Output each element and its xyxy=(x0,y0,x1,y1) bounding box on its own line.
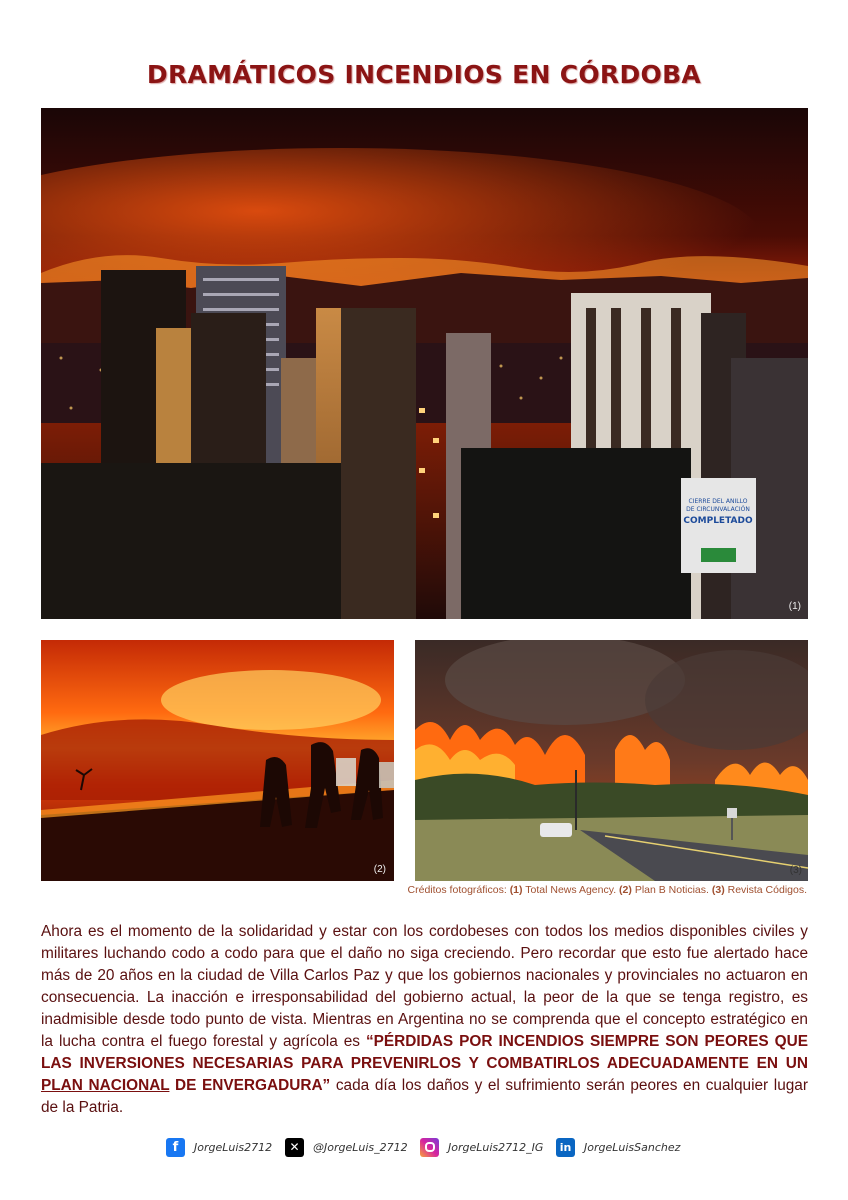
facebook-icon: f xyxy=(166,1138,185,1157)
social-footer xyxy=(0,1137,848,1157)
photo-number-2: (2) xyxy=(373,864,386,875)
social-facebook[interactable] xyxy=(166,1137,272,1157)
facebook-handle: JorgeLuis2712 xyxy=(194,1140,273,1154)
body-text-part-1: Ahora es el momento de la solidaridad y estar con los cordobeses con todos los medios disponibles civiles y militares luchando codo a codo para que el daño no siga creciendo. Pero recordar que esto fue alertado hace más de 20 años en la ciudad de Villa Carlos Paz y que los gobiernos nacionales y provinciales no actuaron en consecuencia. La inacción e irresponsabilidad del gobierno actual, la peor de la que se tenga registro, es inadmisible desde todo punto de vista. Mientras en Argentina no se comprenda que el concepto estratégico en la lucha contra el fuego forestal y agrícola es xyxy=(41,923,808,1050)
social-x[interactable] xyxy=(285,1137,408,1157)
body-bold-quote-1: “PÉRDIDAS POR INCENDIOS SIEMPRE SON PEORES QUE LAS INVERSIONES NECESARIAS PARA PREVENIRLOS Y COMBATIRLOS ADECUADAMENTE EN UN xyxy=(41,1033,808,1072)
photo-credits xyxy=(408,884,807,896)
road-fire-photo xyxy=(415,640,808,881)
body-paragraph xyxy=(41,921,808,1119)
body-bold-underlined: PLAN NACIONAL xyxy=(41,1077,170,1094)
instagram-handle: JorgeLuis2712_IG xyxy=(448,1140,544,1154)
body-text-part-2: cada día los daños y el sufrimiento serán peores en cualquier lugar de la Patria. xyxy=(41,1077,808,1116)
firefighters-photo xyxy=(41,640,394,881)
instagram-icon xyxy=(420,1138,439,1157)
credits-source-2: Plan B Noticias. xyxy=(634,884,709,896)
credits-label: Créditos fotográficos: xyxy=(407,884,507,896)
credits-source-1: Total News Agency. xyxy=(525,884,617,896)
credits-source-3: Revista Códigos. xyxy=(727,884,807,896)
x-icon: ✕ xyxy=(285,1138,304,1157)
photo-number-1: (1) xyxy=(788,601,801,612)
credits-number-3: (3) xyxy=(711,884,725,896)
linkedin-handle: JorgeLuisSanchez xyxy=(584,1140,681,1154)
body-bold-quote-2: DE ENVERGADURA” xyxy=(169,1077,331,1094)
social-instagram[interactable] xyxy=(420,1137,543,1157)
billboard-line-2: DE CIRCUNVALACIÓN xyxy=(686,506,750,513)
linkedin-icon: in xyxy=(556,1138,575,1157)
billboard-line-1: CIERRE DEL ANILLO xyxy=(688,498,748,505)
page-title: DRAMÁTICOS INCENDIOS EN CÓRDOBA xyxy=(146,60,702,89)
credits-number-2: (2) xyxy=(619,884,632,896)
credits-number-1: (1) xyxy=(509,884,523,896)
social-linkedin[interactable] xyxy=(556,1137,680,1157)
x-handle: @JorgeLuis_2712 xyxy=(313,1140,408,1154)
main-photo-city-fire xyxy=(41,108,808,619)
billboard-line-3: COMPLETADO xyxy=(683,516,753,526)
photo-number-3: (3) xyxy=(789,865,802,876)
